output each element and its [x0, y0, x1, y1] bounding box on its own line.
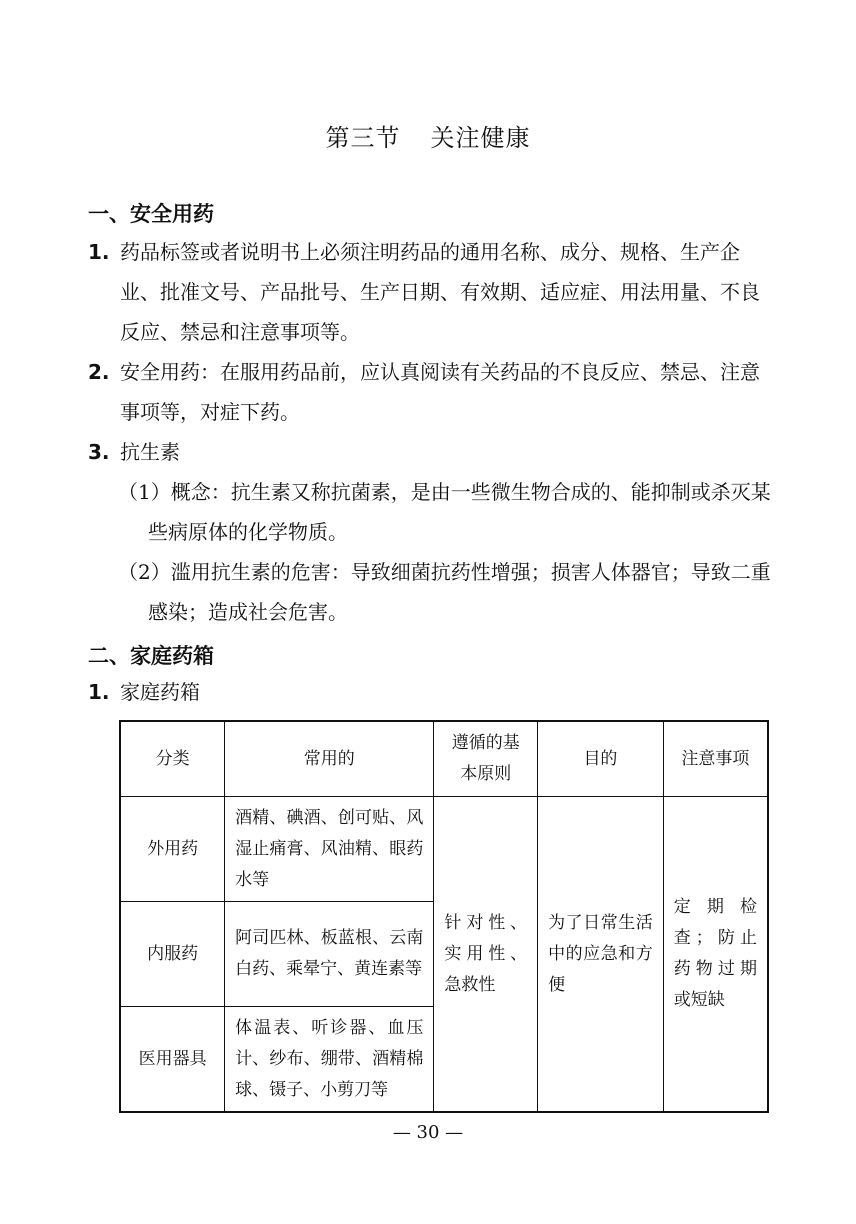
row-common-items: 酒精、碘酒、创可贴、风湿止痛膏、风油精、眼药水等 [225, 797, 434, 902]
section1-item-3 [88, 432, 778, 472]
item-text: 家庭药箱 [120, 680, 200, 704]
cell-purpose: 为了日常生活中的应急和方便 [538, 797, 664, 1113]
antibiotic-harm [118, 552, 778, 632]
section1-heading: 一、安全用药 [88, 202, 214, 226]
item-text: 安全用药：在服用药品前，应认真阅读有关药品的不良反应、禁忌、注意事项等，对症下药。 [120, 360, 760, 424]
header-common: 常用的 [225, 721, 434, 797]
item-number: 1. [88, 240, 110, 264]
row-category: 医用器具 [120, 1007, 225, 1113]
page-title [0, 118, 856, 153]
row-common-items: 阿司匹林、板蓝根、云南白药、乘晕宁、黄连素等 [225, 902, 434, 1007]
section2-item-1 [88, 672, 778, 712]
header-purpose: 目的 [538, 721, 664, 797]
section1-item-1 [88, 232, 778, 352]
section1-item-2 [88, 352, 778, 432]
row-category: 外用药 [120, 797, 225, 902]
subitem-text: （1）概念：抗生素又称抗菌素，是由一些微生物合成的、能抑制或杀灭某些病原体的化学物质。 [118, 480, 771, 544]
section2-heading: 二、家庭药箱 [88, 644, 214, 668]
header-notes: 注意事项 [663, 721, 768, 797]
antibiotic-concept [118, 472, 778, 552]
row-category: 内服药 [120, 902, 225, 1007]
cell-principle: 针对性、实用性、急救性 [434, 797, 538, 1113]
item-text: 抗生素 [120, 440, 180, 464]
home-medicine-table [119, 720, 769, 1113]
cell-notes: 定期检查；防止药物过期或短缺 [663, 797, 768, 1113]
title-section-number: 第三节 [325, 124, 401, 152]
table-row [120, 797, 768, 902]
item-text: 药品标签或者说明书上必须注明药品的通用名称、成分、规格、生产企业、批准文号、产品批号、生产日期、有效期、适应症、用法用量、不良反应、禁忌和注意事项等。 [120, 240, 760, 344]
page-number: — 30 — [392, 1122, 464, 1143]
title-topic: 关注健康 [430, 124, 531, 152]
item-number: 2. [88, 360, 110, 384]
header-principle: 遵循的基本原则 [434, 721, 538, 797]
table-header-row [120, 721, 768, 797]
row-common-items: 体温表、听诊器、血压计、纱布、绷带、酒精棉球、镊子、小剪刀等 [225, 1007, 434, 1113]
subitem-text: （2）滥用抗生素的危害：导致细菌抗药性增强；损害人体器官；导致二重感染；造成社会危害。 [118, 560, 771, 624]
item-number: 1. [88, 680, 110, 704]
header-category: 分类 [120, 721, 225, 797]
item-number: 3. [88, 440, 110, 464]
